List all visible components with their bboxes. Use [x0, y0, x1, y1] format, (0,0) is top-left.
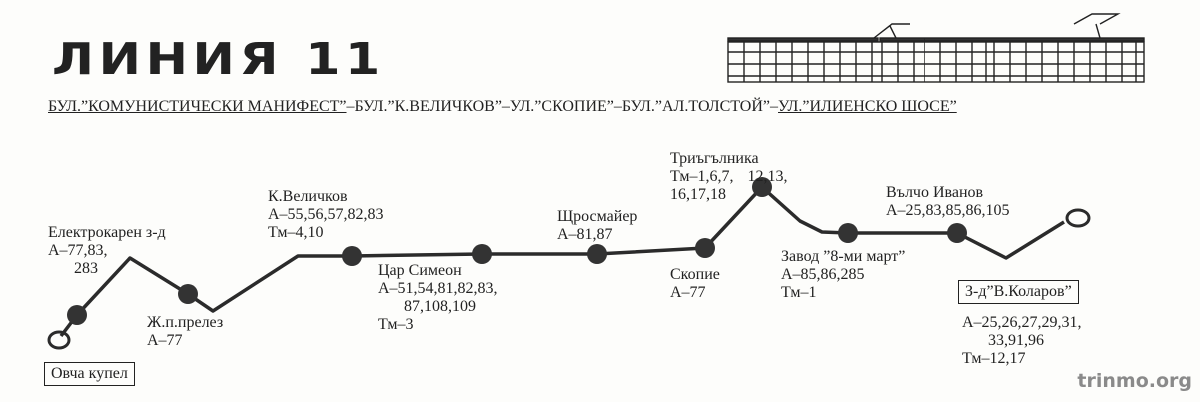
stop-label-shrosmayer [557, 208, 637, 244]
stop-dot-shrosmayer [587, 244, 607, 264]
stop-label-skopie [670, 266, 720, 302]
stop-dot-valcho-ivanov [947, 223, 967, 243]
stop-name: Вълчо Иванов [886, 184, 984, 201]
stop-name: Скопие [670, 266, 720, 283]
stop-name: К.Величков [268, 188, 348, 205]
stop-name: Ж.п.прелез [147, 314, 224, 331]
route-segment-end: УЛ.”ИЛИЕНСКО ШОСЕ” [778, 98, 957, 115]
stop-lines: 283 [74, 260, 98, 277]
stop-lines: А–51,54,81,82,83, [378, 280, 498, 297]
watermark: trinmo.org [1077, 370, 1192, 392]
stop-lines: А–77 [670, 284, 706, 301]
stop-label-ovcha-kupel: Овча купел [44, 362, 135, 386]
stop-label-elektrokaren [48, 224, 166, 278]
stop-dot-elektrokaren [67, 305, 87, 325]
stop-name: Щросмайер [557, 208, 638, 225]
stop-label-triagalnika [670, 150, 788, 204]
stop-name: Завод ”8-ми март” [781, 248, 906, 265]
stop-lines: А–25,26,27,29,31, [962, 314, 1082, 331]
stop-lines: А–77 [147, 332, 183, 349]
stop-lines: Тм–1,6,7, [670, 168, 734, 185]
stop-lines: 16,17,18 [670, 186, 726, 203]
stop-lines: 12,13, [747, 168, 788, 185]
stop-label-valcho-ivanov [886, 184, 1010, 220]
stop-lines: А–77,83, [48, 242, 108, 259]
stop-label-kolarov: З-д”В.Коларов” [958, 280, 1079, 304]
stop-lines: А–85,86,285 [781, 266, 865, 283]
stop-name: Цар Симеон [378, 262, 462, 279]
terminus-loop-right [1067, 210, 1089, 226]
stop-label-zh-prelez [147, 314, 223, 350]
stop-lines: А–81,87 [557, 226, 613, 243]
stop-label-k-velichkov [268, 188, 384, 242]
page-title: ЛИНИЯ 11 [52, 34, 385, 85]
terminus-loop-left [49, 332, 69, 348]
stop-dot-zh-prelez [178, 284, 198, 304]
stop-label-tsar-simeon [378, 262, 498, 334]
stop-lines-kolarov [962, 314, 1082, 368]
stop-lines: Тм–4,10 [268, 224, 324, 241]
stop-dot-k-velichkov [472, 244, 492, 264]
stop-name: Електрокарен з-д [48, 224, 166, 241]
stop-name: Триъгълника [670, 150, 759, 167]
route-segment-middle: –БУЛ.”К.ВЕЛИЧКОВ”–УЛ.”СКОПИЕ”–БУЛ.”АЛ.ТОЛСТОЙ”– [346, 98, 779, 115]
stop-lines: Тм–1 [781, 284, 817, 301]
stop-lines: 33,91,96 [988, 332, 1044, 349]
stop-lines: Тм–12,17 [962, 350, 1026, 367]
stop-dot-skopie [695, 238, 715, 258]
stop-dot-tsar-simeon [342, 246, 362, 266]
stop-dot-zavod [838, 223, 858, 243]
stop-lines: 87,108,109 [404, 298, 476, 315]
stop-lines: А–25,83,85,86,105 [886, 202, 1010, 219]
route-segment-start: БУЛ.”КОМУНИСТИЧЕСКИ МАНИФЕСТ” [48, 98, 347, 115]
stop-label-zavod [781, 248, 905, 302]
stop-lines: Тм–3 [378, 316, 414, 333]
stop-lines: А–55,56,57,82,83 [268, 206, 384, 223]
